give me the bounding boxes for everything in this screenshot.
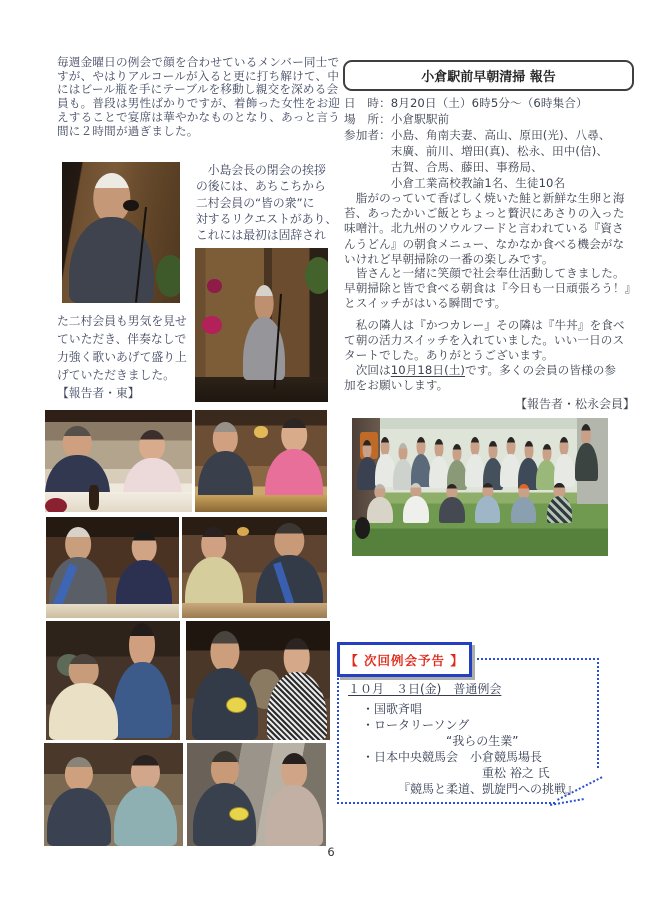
text-line: えすることで宴席は華やかなものとなり、あっと言う xyxy=(57,109,340,124)
photo-detail-shape xyxy=(89,485,99,509)
report-title-box xyxy=(343,60,634,91)
report-title: 小倉駅前早朝清掃 報告 xyxy=(421,70,556,85)
photo-singer-fullbody xyxy=(195,248,328,402)
report-paragraph-3 xyxy=(344,318,638,364)
text-line: 参加者：小島、角南夫妻、高山、原田(光)、八尋、 xyxy=(344,128,611,142)
text-line: んうどん』の朝食メニュー、なかなか食べる機会がな xyxy=(344,236,625,251)
photo-banquet-couple-2 xyxy=(195,410,327,512)
photo-banquet-couple-3 xyxy=(46,517,179,618)
preview-item-anthem: ・国歌斉唱 xyxy=(362,702,423,716)
report-paragraph-1 xyxy=(344,191,638,267)
photo-banquet-couple-4 xyxy=(182,517,327,618)
person-figure xyxy=(193,751,257,846)
report-paragraph-4 xyxy=(344,363,638,393)
text-line: 員も。普段は男性ばかりですが、着飾った女性をお迎 xyxy=(57,96,341,111)
closing-remarks-paragraph xyxy=(196,162,336,243)
preview-lecture-title: 『競馬と柔道、凱旋門への挑戦』 xyxy=(398,782,579,796)
left-intro-paragraph xyxy=(57,55,341,138)
text-line: にはビール瓶を手にテーブルを移動し親交を深める会 xyxy=(57,82,339,97)
text-line: げていただきました。 xyxy=(57,368,175,382)
text-line: いけれど早朝掃除の一番の楽しみです。 xyxy=(344,251,554,266)
text-line: すが、やはりアルコールが入ると更に打ち解けて、中 xyxy=(57,68,340,83)
photo-banquet-couple-1 xyxy=(45,410,192,512)
person-figure xyxy=(575,424,598,482)
text-line: の後には、あちこちから xyxy=(196,179,326,194)
person-figure xyxy=(113,623,172,737)
report-paragraph-2 xyxy=(344,266,638,312)
song-story-paragraph xyxy=(57,312,202,402)
text-line: 末廣、前川、増田(真)、松永、田中(信)、 xyxy=(344,144,609,158)
next-date-underlined: 10月18日(土) xyxy=(390,363,466,377)
text-line: 小島会長の閉会の挨拶 xyxy=(196,163,326,177)
person-figure xyxy=(367,484,393,523)
text-line: て朝の活力スイッチを入れていました。いい一日のス xyxy=(344,333,625,348)
photo-detail-shape xyxy=(229,807,249,821)
text-line: 力強く歌いあげて盛り上 xyxy=(57,350,187,364)
preview-header-box xyxy=(337,642,472,677)
person-figure xyxy=(267,638,327,740)
photo-banquet-couple-6 xyxy=(186,621,330,740)
photo-detail-shape xyxy=(182,603,327,618)
person-figure xyxy=(511,484,537,523)
person-figure xyxy=(49,654,119,740)
text-line: 皆さんと一緒に笑顔で社会奉仕活動してきました。 xyxy=(344,266,625,280)
text-line: 脂がのっていて香ばしく焼いた鮭と新鮮な生卵と海 xyxy=(344,191,625,205)
photo-detail-shape xyxy=(156,255,180,297)
person-figure xyxy=(547,483,573,523)
text-line: 二村会員の“皆の衆”に xyxy=(196,195,315,210)
preview-header-label: 【 次回例会予告 】 xyxy=(345,652,464,668)
next-date-prefix: 次回は xyxy=(344,363,391,377)
photo-speaker-closeup xyxy=(62,162,180,303)
next-date-line-2: 加をお願いします。 xyxy=(344,378,449,393)
text-line: 私の隣人は『かつカレー』その隣は『牛丼』を食べ xyxy=(344,318,625,332)
text-line: 対するリクエストがあり、 xyxy=(196,211,338,226)
preview-item-speaker: ・日本中央競馬会 小倉競馬場長 xyxy=(362,750,543,764)
photo-detail-shape xyxy=(123,200,138,211)
person-figure xyxy=(265,753,323,846)
photo-cleanup-group xyxy=(352,418,608,556)
person-figure xyxy=(554,437,574,487)
report-reporter: 【報告者・松永会員】 xyxy=(514,397,635,411)
text-line: 小倉工業高校教諭1名、生徒10名 xyxy=(344,176,566,190)
person-figure xyxy=(475,483,501,523)
text-line: 間に２時間が過ぎました。 xyxy=(57,123,199,138)
text-line: 早朝掃除と皆で食べる朝食は『今日も一日頑張ろう！』 xyxy=(344,281,637,296)
text-line: これには最初は固辞され xyxy=(196,228,326,243)
next-date-line xyxy=(344,363,638,378)
preview-song-title: “我らの生業” xyxy=(446,734,519,748)
photo-detail-shape xyxy=(195,495,327,512)
person-figure xyxy=(47,757,111,846)
photo-detail-shape xyxy=(46,604,179,618)
text-line: タートでした。ありがとうございます。 xyxy=(344,348,554,363)
photo-detail-shape xyxy=(202,316,222,334)
photo-detail-shape xyxy=(45,498,67,512)
text-line: 味噌汁。北九州のソウルフードと言われている『資さ xyxy=(344,221,624,236)
text-line: とスイッチがはいる瞬間です。 xyxy=(344,296,507,311)
photo-banquet-couple-5 xyxy=(46,621,180,740)
text-line: 【報告者・東】 xyxy=(57,386,140,400)
text-line: 毎週金曜日の例会で顔を合わせているメンバー同士で xyxy=(57,55,340,69)
text-line: 苔、あったかいご飯とちょっと贅沢にあさりの入った xyxy=(344,206,625,221)
photo-banquet-couple-8 xyxy=(187,743,326,846)
text-line: 場 所：小倉駅駅前 xyxy=(344,112,450,126)
next-date-suffix: です。多くの会員の皆様の参 xyxy=(465,363,617,377)
preview-speaker-name: 重松 裕之 氏 xyxy=(482,766,550,780)
person-figure xyxy=(114,755,178,846)
photo-detail-shape xyxy=(195,377,328,402)
photo-detail-shape xyxy=(45,492,192,512)
photo-detail-shape xyxy=(207,279,222,293)
preview-item-rotary-song: ・ロータリーソング xyxy=(362,718,470,732)
preview-date-line: １０月 ３日(金) 普通例会 xyxy=(348,682,502,696)
text-line: ていただき、伴奏なしで xyxy=(57,332,187,346)
photo-detail-shape xyxy=(355,517,370,539)
photo-detail-shape xyxy=(305,257,328,294)
text-line: 日 時：8月20日（土）6時5分～（6時集合） xyxy=(344,96,588,110)
text-line: 古賀、合馬、藤田、事務局、 xyxy=(344,160,543,174)
page-number: 6 xyxy=(327,845,335,859)
person-figure xyxy=(192,631,258,740)
photo-banquet-couple-7 xyxy=(44,743,183,846)
text-line: た二村会員も男気を見せ xyxy=(57,314,187,328)
person-figure xyxy=(439,484,465,523)
report-info-block xyxy=(344,95,638,191)
person-figure xyxy=(403,483,429,523)
